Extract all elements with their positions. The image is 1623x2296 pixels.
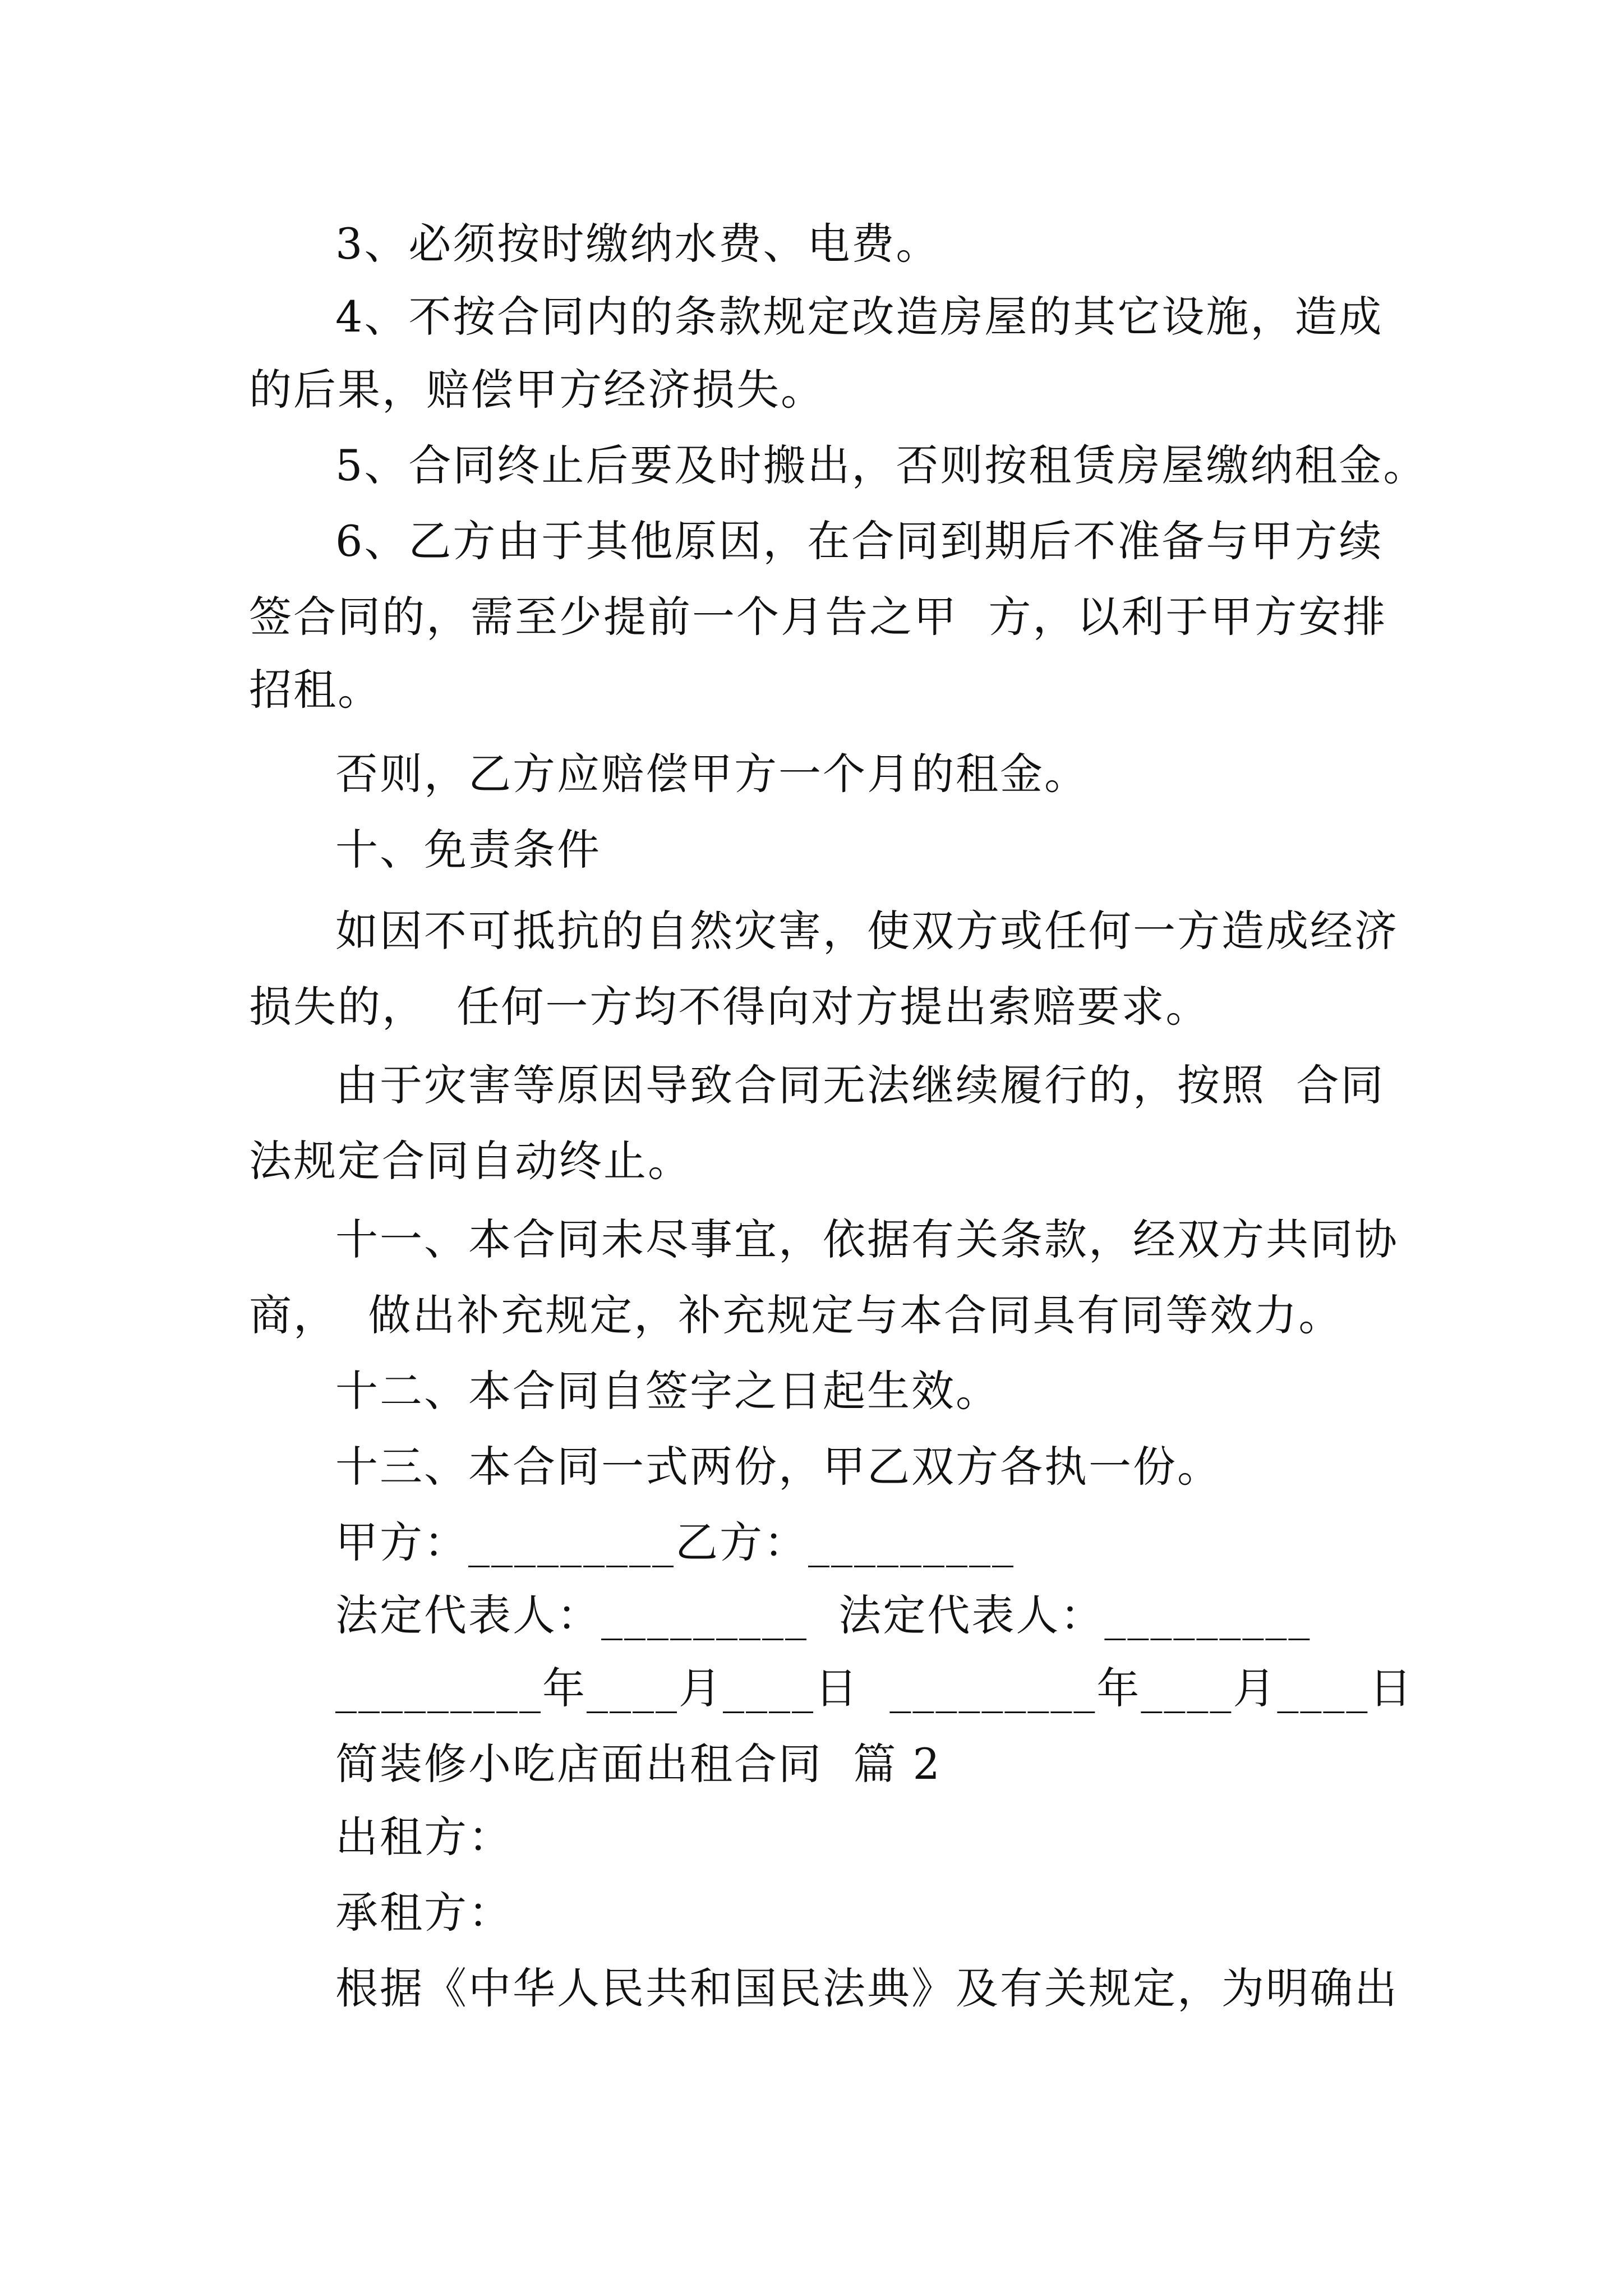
- section-13-line: 十三、本合同一式两份，甲乙双方各执一份。: [335, 1442, 1221, 1492]
- lessee-line: 承租方：: [335, 1888, 513, 1938]
- clause-3-line: 3、必须按时缴纳水费、电费。: [335, 219, 940, 269]
- clause-6-line-1: 6、乙方由于其他原因，在合同到期后不准备与甲方续: [335, 516, 1384, 566]
- termination-line-1: 由于灾害等原因导致合同无法继续履行的，按照 合同: [335, 1060, 1385, 1110]
- section-12-line: 十二、本合同自签字之日起生效。: [335, 1366, 1000, 1416]
- section-11-line-1: 十一、本合同未尽事宜，依据有关条款，经双方共同协: [335, 1214, 1399, 1264]
- termination-line-2: 法规定合同自动终止。: [249, 1136, 692, 1186]
- section-10-heading: 十、免责条件: [335, 825, 601, 875]
- clause-4-line-1: 4、不按合同内的条款规定改造房屋的其它设施，造成: [335, 292, 1384, 342]
- penalty-line: 否则，乙方应赔偿甲方一个月的租金。: [335, 749, 1089, 799]
- clause-5-line: 5、合同终止后要及时搬出，否则按租赁房屋缴纳租金。: [335, 440, 1428, 490]
- legal-representative-line: 法定代表人：_________ 法定代表人：_________: [335, 1590, 1312, 1640]
- clause-6-line-3: 招租。: [249, 665, 382, 715]
- contract-2-title: 简装修小吃店面出租合同 篇 2: [335, 1739, 942, 1789]
- signing-date-line: _________年____月____日 _________年____月____日: [335, 1663, 1414, 1713]
- clause-6-line-2: 签合同的，需至少提前一个月告之甲 方，以利于甲方安排: [249, 592, 1387, 642]
- clause-4-line-2: 的后果，赔偿甲方经济损失。: [249, 365, 825, 415]
- section-11-line-2: 商， 做出补充规定，补充规定与本合同具有同等效力。: [249, 1290, 1343, 1340]
- party-signature-line: 甲方：_________乙方：_________: [335, 1517, 1015, 1567]
- force-majeure-line-1: 如因不可抵抗的自然灾害，使双方或任何一方造成经济: [335, 906, 1399, 956]
- preamble-line: 根据《中华人民共和国民法典》及有关规定，为明确出: [335, 1963, 1399, 2013]
- lessor-line: 出租方：: [335, 1812, 513, 1862]
- force-majeure-line-2: 损失的， 任何一方均不得向对方提出索赔要求。: [249, 982, 1210, 1032]
